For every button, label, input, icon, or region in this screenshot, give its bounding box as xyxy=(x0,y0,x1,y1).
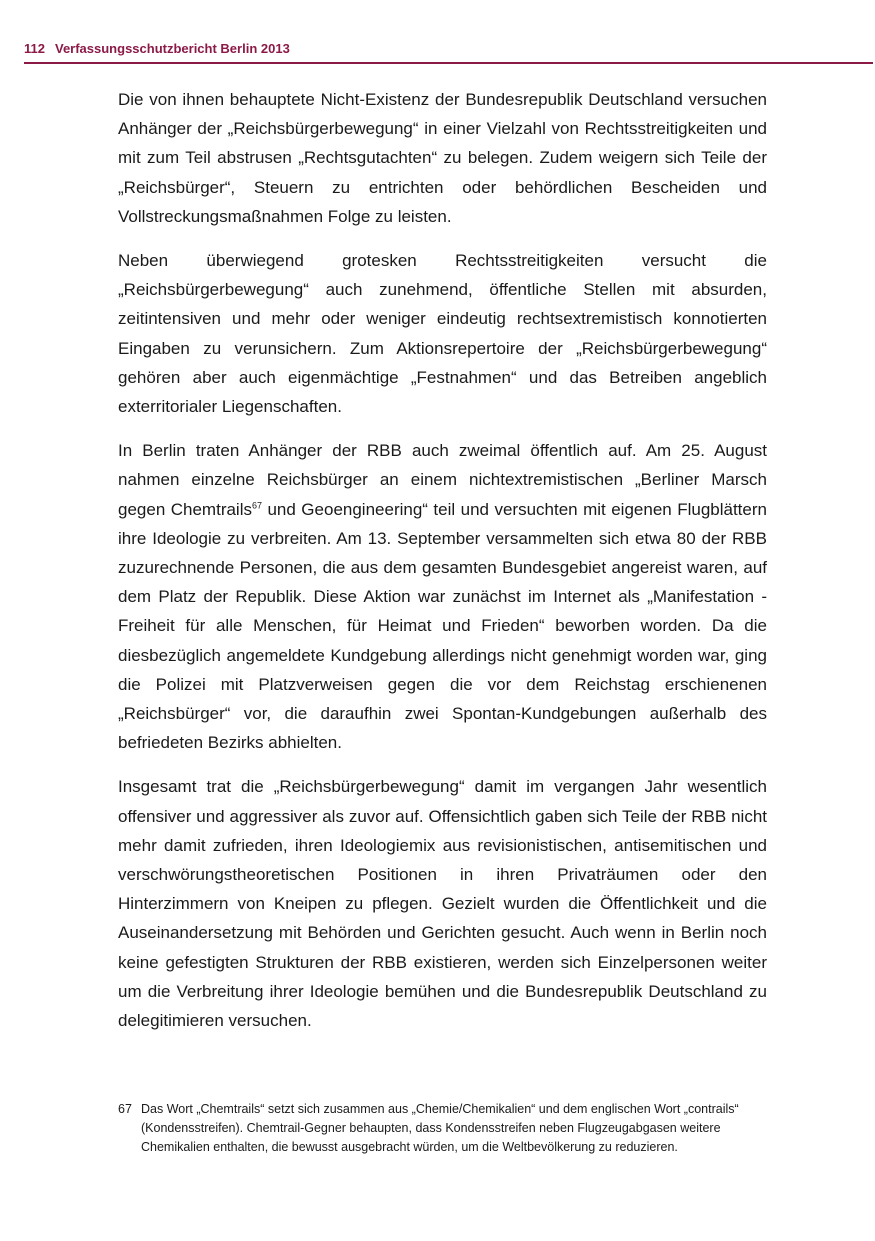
paragraph-4: Insgesamt trat die „Reichsbürgerbewegung“ damit im vergangen Jahr wesentlich offensiver und aggressiver als zuvor auf. Offensichtlich gaben sich Teile der RBB nicht mehr damit zufrieden, ihren Ideologiemix aus revisionistischen, antisemitischen und verschwörungstheoretischen Positionen in ihren Privaträumen oder den Hinterzimmern von Kneipen zu pflegen. Gezielt wurden die Öffentlichkeit und die Auseinandersetzung mit Behörden und Gerichten gesucht. Auch wenn in Berlin noch keine gefestigten Strukturen der RBB existieren, werden sich Einzelpersonen weiter um die Verbreitung ihrer Ideologie bemühen und die Bundesrepublik Deutschland zu delegitimieren versuchen. xyxy=(118,777,767,1031)
paragraph-3-part-1: In Berlin traten Anhänger der RBB auch zweimal öffentlich auf. Am 25. August nahmen einzelne Reichsbürger an einem nichtextremistischen „Berliner Marsch gegen Chemtrails xyxy=(118,441,767,519)
paragraph-1: Die von ihnen behauptete Nicht-Existenz der Bundesrepublik Deutschland versuchen Anhänger der „Reichsbürgerbewegung“ in einer Vielzahl von Rechtsstreitigkeiten und mit zum Teil abstrusen „Rechtsgutachten“ zu belegen. Zudem weigern sich Teile der „Reichsbürger“, Steuern zu entrichten oder behördlichen Bescheiden und Vollstreckungsmaßnahmen Folge zu leisten. xyxy=(118,90,767,226)
paragraph-3-part-2: und Geoengineering“ teil und versuchten mit eigenen Flugblättern ihre Ideologie zu verbreiten. Am 13. September versammelten sich etwa 80 der RBB zuzurechnende Personen, die aus dem gesamten Bundesgebiet angereist waren, auf dem Platz der Republik. Diese Aktion war zunächst im Internet als „Manifestation - Freiheit für alle Menschen, für Heimat und Frieden“ beworben worden. Da die diesbezüglich angemeldete Kundgebung allerdings nicht genehmigt worden war, ging die Polizei mit Platzverweisen gegen die vor dem Reichstag erschienenen „Reichsbürger“ vor, die daraufhin zwei Spontan-Kundgebungen außerhalb des befriedeten Bezirks abhielten. xyxy=(118,499,767,753)
footnote-text: Das Wort „Chemtrails“ setzt sich zusammen aus „Chemie/Chemikalien“ und dem englischen Wort „contrails“ (Kondensstreifen). Chemtrail-Gegner behaupten, dass Kondensstreifen neben Flugzeugabgasen weitere Chemikalien enthalten, die bewusst ausgebracht würden, um die Weltbevölkerung zu reduzieren. xyxy=(141,1102,739,1154)
footnote-reference[interactable]: 67 xyxy=(251,499,262,510)
footnote-number: 67 xyxy=(118,1102,132,1116)
footnote xyxy=(118,1100,767,1156)
body-text xyxy=(118,85,767,1050)
paragraph-2: Neben überwiegend grotesken Rechtsstreitigkeiten versucht die „Reichsbürgerbewegung“ auch zunehmend, öffentliche Stellen mit absurden, zeitintensiven und mehr oder weniger eindeutig rechtsextremistisch konnotierten Eingaben zu verunsichern. Zum Aktionsrepertoire der „Reichsbürgerbewegung“ gehören aber auch eigenmächtige „Festnahmen“ und das Betreiben angeblich exterritorialer Liegenschaften. xyxy=(118,251,767,417)
page-number: 112 xyxy=(24,41,45,56)
report-title: Verfassungsschutzbericht Berlin 2013 xyxy=(54,41,290,56)
paragraph-3 xyxy=(118,436,767,757)
page-header xyxy=(24,40,873,64)
